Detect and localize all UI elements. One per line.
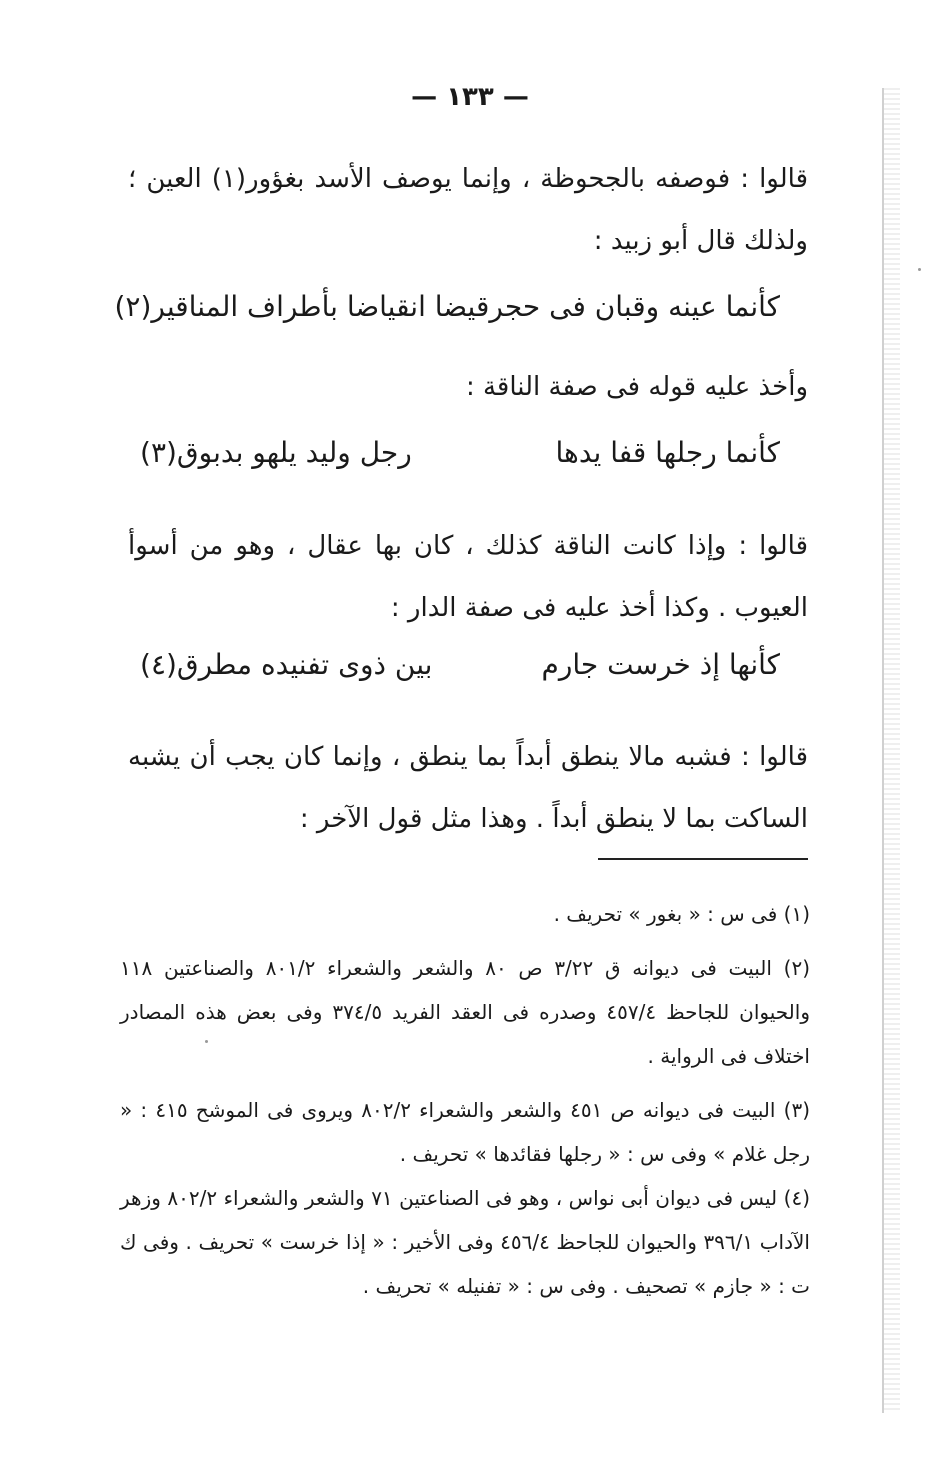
paragraph: وأخذ عليه قوله فى صفة الناقة :: [465, 372, 808, 402]
verse-line: [114, 290, 780, 323]
footnote: (٣) البيت فى ديوانه ص ٤٥١ والشعر والشعراء ٨٠٢/٢ ويروى فى الموشح ٤١٥ : « رجل غلام » وفى س : « رجلها فقائدها » تحريف .: [120, 1098, 810, 1166]
verse-line: [140, 648, 780, 681]
verse-first-hemistich: كأنما عينه وقبان فى حجر: [489, 290, 780, 323]
verse-first-hemistich: كأنها إذ خرست جارم: [541, 648, 780, 681]
page-edge: [882, 88, 900, 1413]
footnote: (٤) ليس فى ديوان أبى نواس ، وهو فى الصناعتين ٧١ والشعر والشعراء ٨٠٢/٢ وزهر الآداب ٣٩٦/١ والحيوان للجاحظ ٤٥٦/٤ وفى الأخير : « إذا خرست » تحريف . وفى ك ت : « جازم » تصحيف . وفى س : « تفنيله » تحريف .: [120, 1186, 810, 1298]
verse-second-hemistich: بين ذوى تفنيده مطرق(٤): [140, 648, 433, 681]
footnote-separator: [598, 858, 808, 860]
paper-speck: [918, 268, 921, 271]
paragraph: قالوا : فوصفه بالجحوظة ، وإنما يوصف الأسد بغؤور(١) العين ؛ ولذلك قال أبو زبيد :: [128, 164, 809, 256]
verse-second-hemistich: قيضا انقياضا بأطراف المناقير(٢): [114, 290, 490, 323]
verse-first-hemistich: كأنما رجلها قفا يدها: [555, 436, 780, 469]
footnote: (٢) البيت فى ديوانه ق ٣/٢٢ ص ٨٠ والشعر والشعراء ٨٠١/٢ والصناعتين ١١٨ والحيوان للجاحظ ٤٥٧/٤ وصدره فى العقد الفريد ٣٧٤/٥ وفى بعض هذه المصادر اختلاف فى الرواية .: [120, 956, 810, 1068]
paragraph: قالوا : فشبه مالا ينطق أبداً بما ينطق ، وإنما كان يجب أن يشبه الساكت بما لا ينطق أبداً . وهذا مثل قول الآخر :: [128, 742, 808, 834]
verse-line: [140, 436, 780, 469]
paragraph: قالوا : وإذا كانت الناقة كذلك ، كان بها عقال ، وهو من أسوأ العيوب . وكذا أخذ عليه فى صفة الدار :: [128, 531, 808, 623]
page-number: — ١٣٣ —: [411, 82, 529, 112]
footnote: (١) فى س : « بغور » تحريف .: [553, 902, 810, 926]
verse-second-hemistich: رجل وليد يلهو بدبوق(٣): [140, 436, 412, 469]
